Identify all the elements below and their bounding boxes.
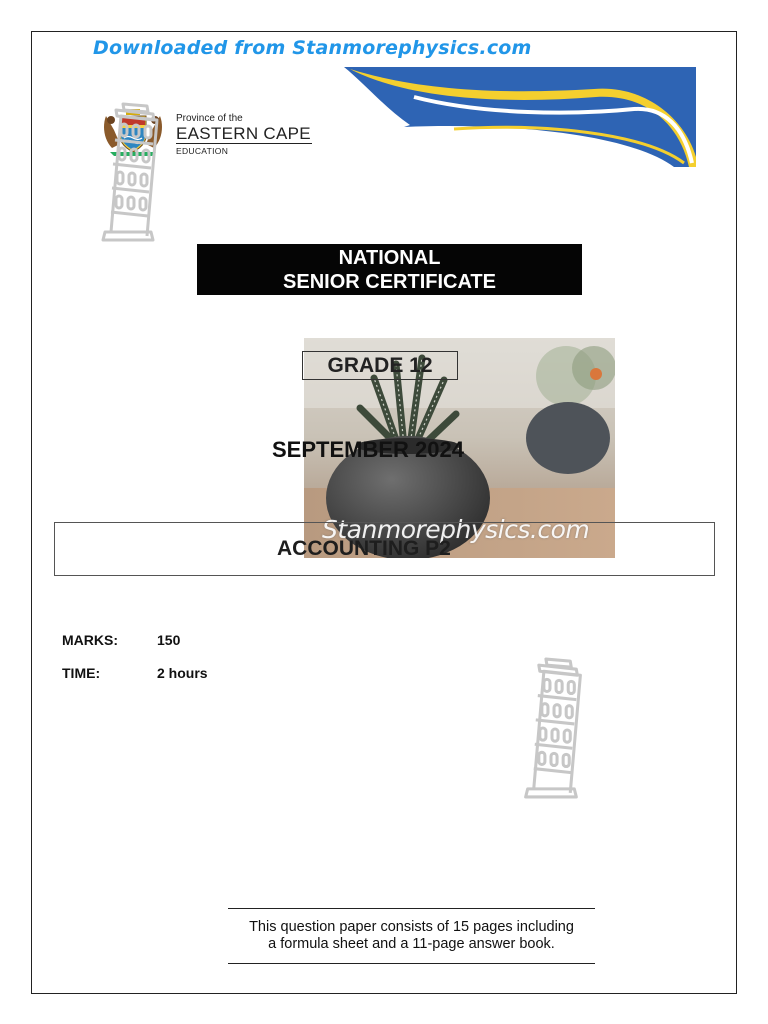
photo-watermark: Stanmorephysics.com	[322, 515, 590, 544]
department-name	[176, 114, 312, 156]
grade-label: GRADE 12	[302, 351, 458, 380]
time-value: 2 hours	[157, 665, 208, 681]
multilingual-line: Porafensie Ya Kapa Botjhabela: Lefapha la Thuto	[410, 145, 528, 151]
subject-title: ACCOUNTING P2	[277, 537, 451, 560]
certificate-line1: NATIONAL	[338, 247, 441, 269]
footer-rule-bottom	[228, 963, 595, 964]
leaning-tower-icon	[512, 655, 592, 801]
multilingual-line: Iphondo leMpuma Koloni: Isebe leMfundo	[410, 131, 510, 137]
time-label: TIME:	[62, 665, 101, 681]
page-count-line1: This question paper consists of 15 pages including	[249, 919, 574, 935]
page-count-note	[228, 919, 595, 953]
footer-rule-top	[228, 908, 595, 909]
department-multilingual	[410, 131, 547, 152]
page-count-line2: a formula sheet and a 11-page answer book.	[268, 936, 555, 952]
certificate-title-box	[197, 244, 582, 295]
leaning-tower-icon	[91, 100, 167, 244]
marks-label: MARKS:	[62, 632, 118, 648]
marks-value: 150	[157, 632, 181, 648]
exam-session: SEPTEMBER 2024	[272, 437, 464, 462]
department-line2: EASTERN CAPE	[176, 124, 311, 143]
department-line1: Province of the	[176, 113, 243, 124]
certificate-line2: SENIOR CERTIFICATE	[283, 271, 496, 293]
department-line3: EDUCATION	[176, 146, 229, 156]
multilingual-line: Provinsie van die Oos Kaap: Departement van Onderwys	[410, 138, 547, 144]
download-banner[interactable]: Downloaded from Stanmorephysics.com	[93, 37, 532, 59]
department-rule	[176, 143, 312, 144]
header-swoosh	[344, 67, 696, 167]
